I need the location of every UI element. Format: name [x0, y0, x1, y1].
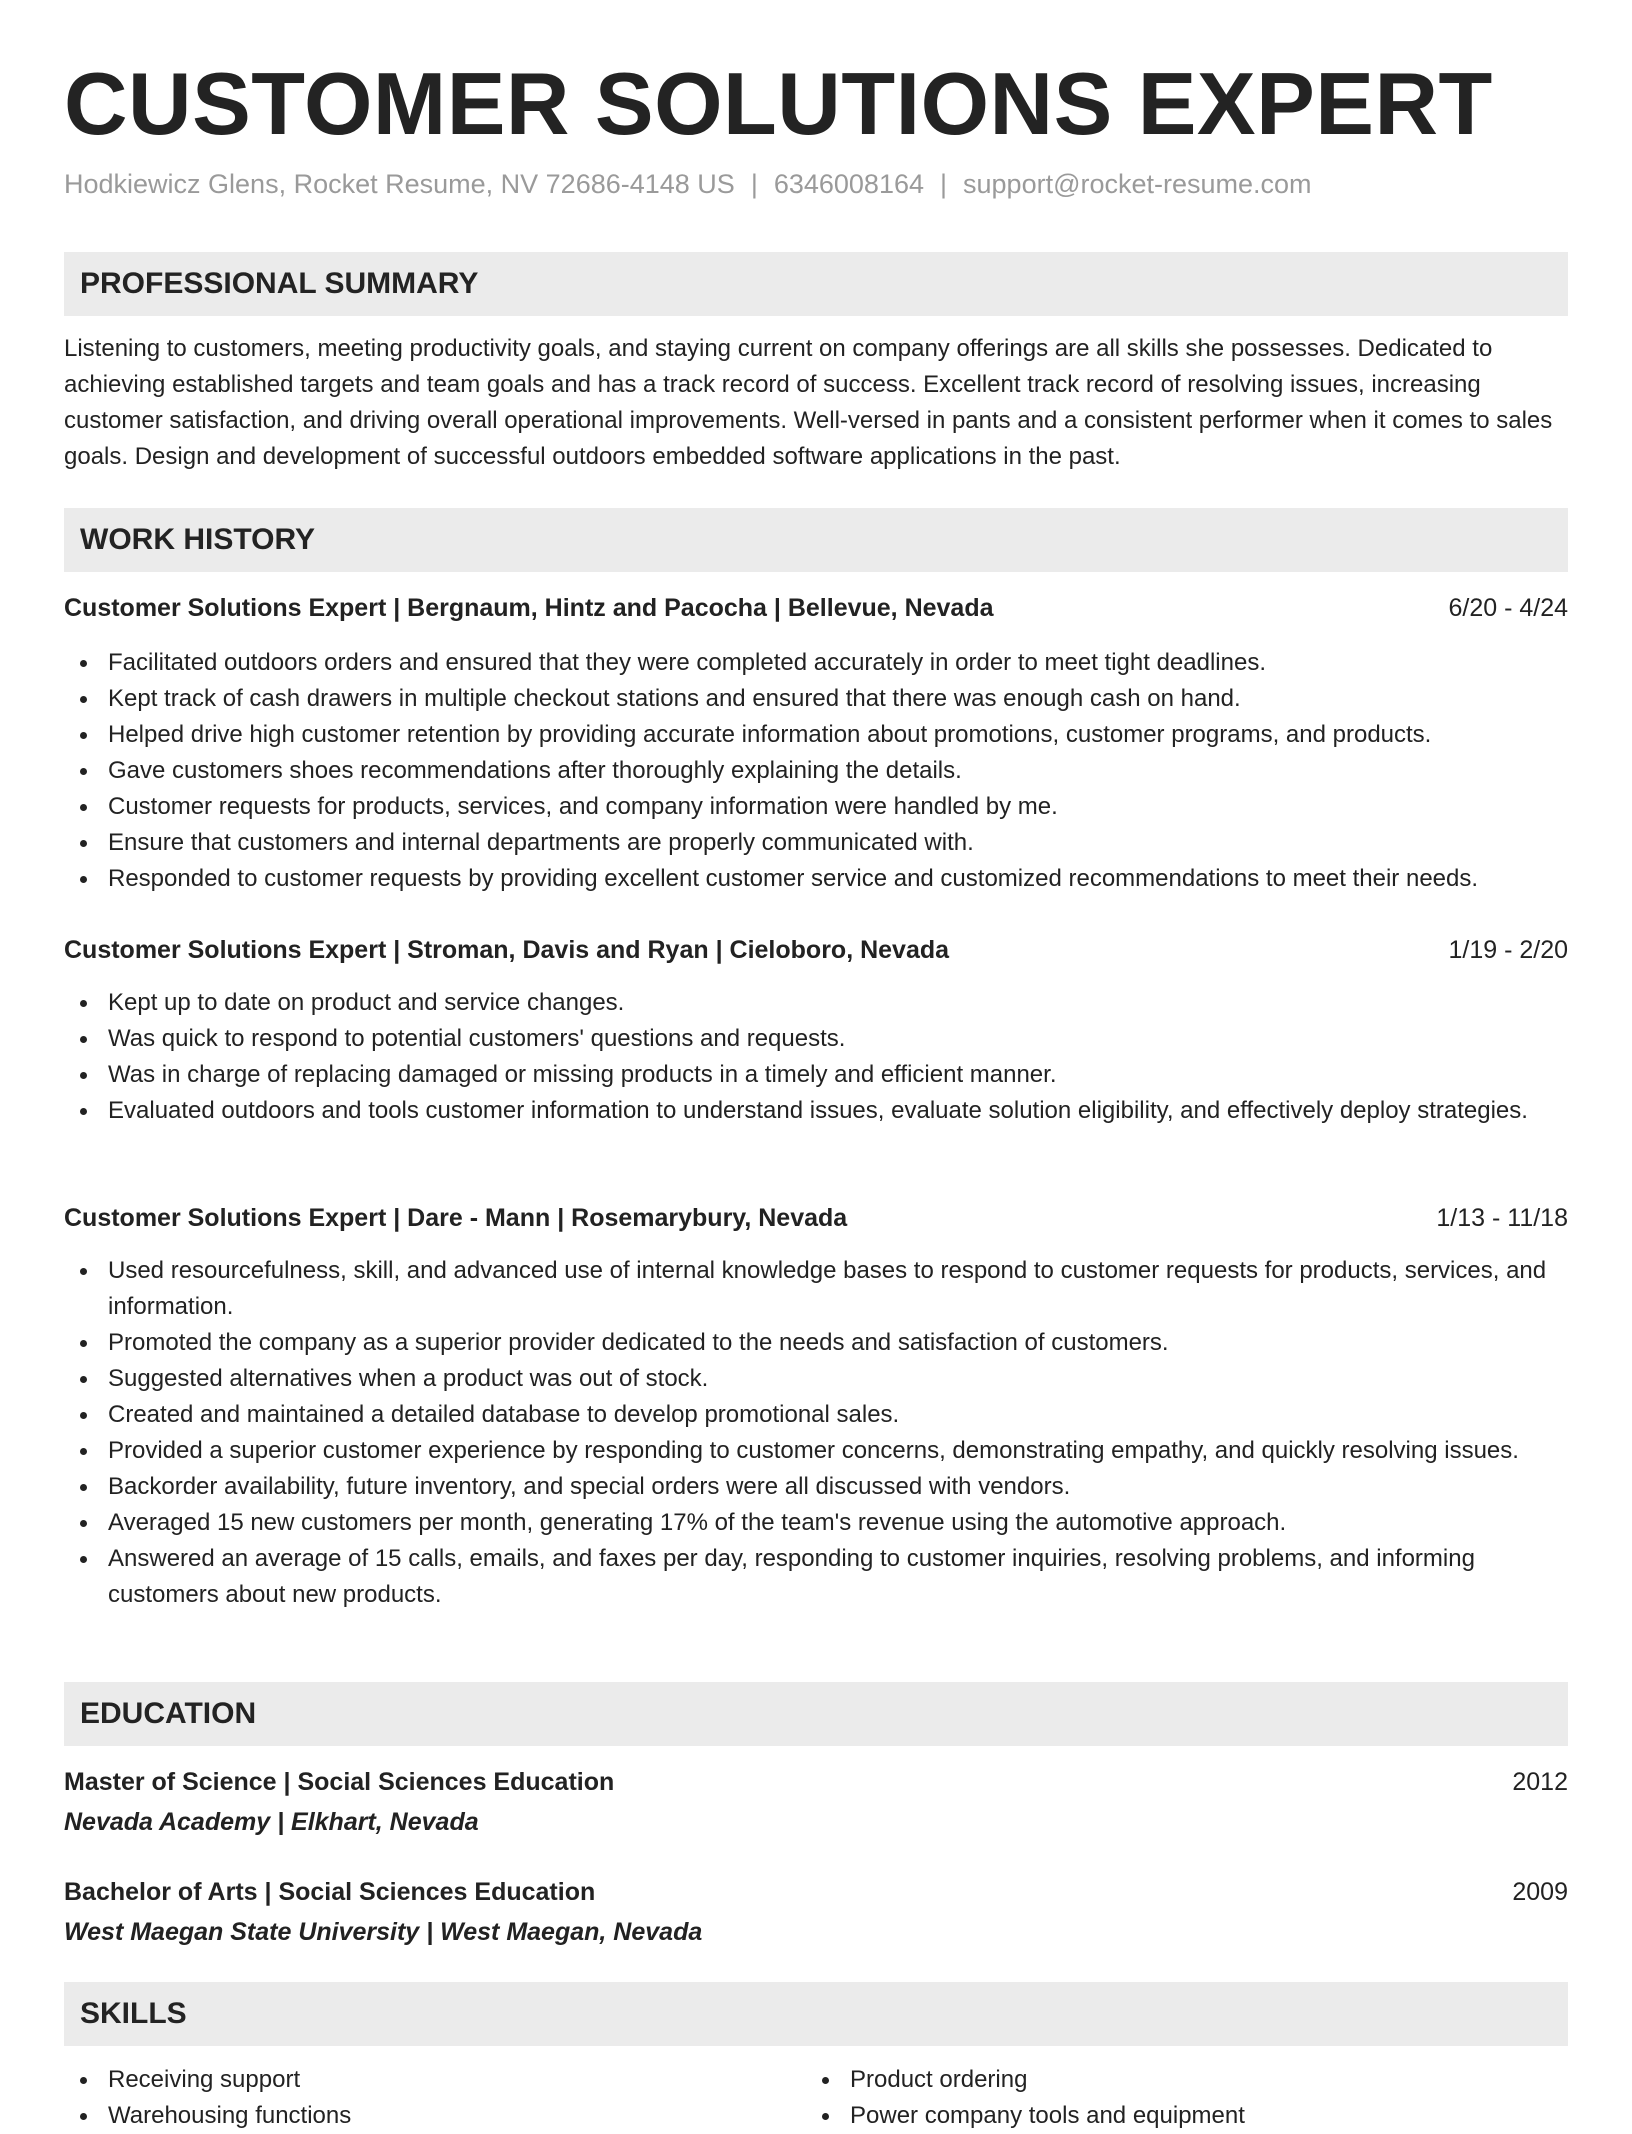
section-heading-education: EDUCATION [64, 1682, 1568, 1746]
education-location: Elkhart, Nevada [291, 1808, 479, 1836]
summary-text: Listening to customers, meeting productivity goals, and staying current on company offerings are all skills she possesses. Dedicated to achieving established targets and team goals and has a track record of success. Excellent track record of resolving issues, increasing customer satisfaction, and driving overall operational improvements. Well-versed in pants and a consistent performer when it comes to sales goals. Design and development of successful outdoors embedded software applications in the past. [64, 335, 1553, 470]
contact-phone: 6346008164 [773, 169, 924, 199]
education-school-line: West Maegan State University | West Maegan, Nevada [64, 1918, 703, 1946]
job-dates: 1/19 - 2/20 [1448, 936, 1568, 964]
job-bullets [64, 985, 1568, 1129]
job-title: Customer Solutions Expert [64, 1204, 387, 1232]
education-school: Nevada Academy [64, 1808, 271, 1836]
job-location: Rosemarybury, Nevada [571, 1204, 848, 1232]
job-bullet: Was quick to respond to potential customers' questions and requests. [64, 1021, 1568, 1057]
education-school: West Maegan State University [64, 1918, 420, 1946]
skill-item: Receiving support [64, 2062, 764, 2098]
contact-email: support@rocket-resume.com [963, 169, 1312, 199]
job-bullet: Promoted the company as a superior provider dedicated to the needs and satisfaction of customers. [64, 1325, 1568, 1361]
education-header: Master of Science | Social Sciences Education 2012 [64, 1764, 1568, 1800]
job-location: Cieloboro, Nevada [729, 936, 950, 964]
education-header: Bachelor of Arts | Social Sciences Education 2009 [64, 1874, 1568, 1910]
job-bullets [64, 1253, 1568, 1613]
education-degree: Bachelor of Arts [64, 1878, 258, 1906]
education-field: Social Sciences Education [278, 1878, 596, 1906]
education-year: 2012 [1512, 1768, 1568, 1796]
job-dates: 1/13 - 11/18 [1436, 1204, 1568, 1232]
skills-list-right [806, 2062, 1506, 2134]
contact-separator: | [750, 169, 758, 199]
job-header: Customer Solutions Expert | Stroman, Davis and Ryan | Cieloboro, Nevada 1/19 - 2/20 [64, 932, 1568, 968]
education-degree: Master of Science [64, 1768, 277, 1796]
job-bullet: Responded to customer requests by providing excellent customer service and customized recommendations to meet their needs. [64, 861, 1568, 897]
education-field: Social Sciences Education [297, 1768, 615, 1796]
job-bullet: Created and maintained a detailed database to develop promotional sales. [64, 1397, 1568, 1433]
job-bullet: Provided a superior customer experience by responding to customer concerns, demonstrating empathy, and quickly resolving issues. [64, 1433, 1568, 1469]
job-bullets [64, 645, 1568, 897]
section-heading-summary: PROFESSIONAL SUMMARY [64, 252, 1568, 316]
job-dates: 6/20 - 4/24 [1448, 594, 1568, 622]
skills-list-left [64, 2062, 764, 2134]
job-header: Customer Solutions Expert | Bergnaum, Hintz and Pacocha | Bellevue, Nevada 6/20 - 4/24 [64, 590, 1568, 626]
job-bullet: Was in charge of replacing damaged or missing products in a timely and efficient manner. [64, 1057, 1568, 1093]
education-location: West Maegan, Nevada [440, 1918, 703, 1946]
job-company: Dare - Mann [407, 1204, 551, 1232]
skill-item: Product ordering [806, 2062, 1506, 2098]
job-location: Bellevue, Nevada [787, 594, 994, 622]
job-bullet: Suggested alternatives when a product was out of stock. [64, 1361, 1568, 1397]
job-title: Customer Solutions Expert [64, 594, 387, 622]
job-bullet: Gave customers shoes recommendations after thoroughly explaining the details. [64, 753, 1568, 789]
contact-address: Hodkiewicz Glens, Rocket Resume, NV 72686-4148 US [64, 169, 735, 199]
job-company: Bergnaum, Hintz and Pacocha [407, 594, 767, 622]
job-bullet: Kept up to date on product and service changes. [64, 985, 1568, 1021]
skill-item: Warehousing functions [64, 2098, 764, 2134]
contact-separator: | [940, 169, 948, 199]
education-school-line: Nevada Academy | Elkhart, Nevada [64, 1808, 479, 1836]
job-title: Customer Solutions Expert [64, 936, 387, 964]
job-bullet: Answered an average of 15 calls, emails, and faxes per day, responding to customer inquiries, resolving problems, and informing customers about new products. [64, 1541, 1568, 1613]
job-bullet: Kept track of cash drawers in multiple checkout stations and ensured that there was enough cash on hand. [64, 681, 1568, 717]
job-bullet: Customer requests for products, services, and company information were handled by me. [64, 789, 1568, 825]
job-bullet: Backorder availability, future inventory, and special orders were all discussed with vendors. [64, 1469, 1568, 1505]
job-bullet: Helped drive high customer retention by providing accurate information about promotions, customer programs, and products. [64, 717, 1568, 753]
job-bullet: Evaluated outdoors and tools customer information to understand issues, evaluate solution eligibility, and effectively deploy strategies. [64, 1093, 1568, 1129]
job-bullet: Used resourcefulness, skill, and advanced use of internal knowledge bases to respond to customer requests for products, services, and information. [64, 1253, 1568, 1325]
section-heading-work: WORK HISTORY [64, 508, 1568, 572]
job-bullet: Ensure that customers and internal departments are properly communicated with. [64, 825, 1568, 861]
contact-line [64, 164, 1312, 204]
job-bullet: Averaged 15 new customers per month, generating 17% of the team's revenue using the automotive approach. [64, 1505, 1568, 1541]
resume-name: CUSTOMER SOLUTIONS EXPERT [64, 54, 1493, 153]
skill-item: Power company tools and equipment [806, 2098, 1506, 2134]
job-bullet: Facilitated outdoors orders and ensured that they were completed accurately in order to meet tight deadlines. [64, 645, 1568, 681]
job-header: Customer Solutions Expert | Dare - Mann | Rosemarybury, Nevada 1/13 - 11/18 [64, 1200, 1568, 1236]
job-company: Stroman, Davis and Ryan [407, 936, 709, 964]
section-heading-skills: SKILLS [64, 1982, 1568, 2046]
education-year: 2009 [1512, 1878, 1568, 1906]
